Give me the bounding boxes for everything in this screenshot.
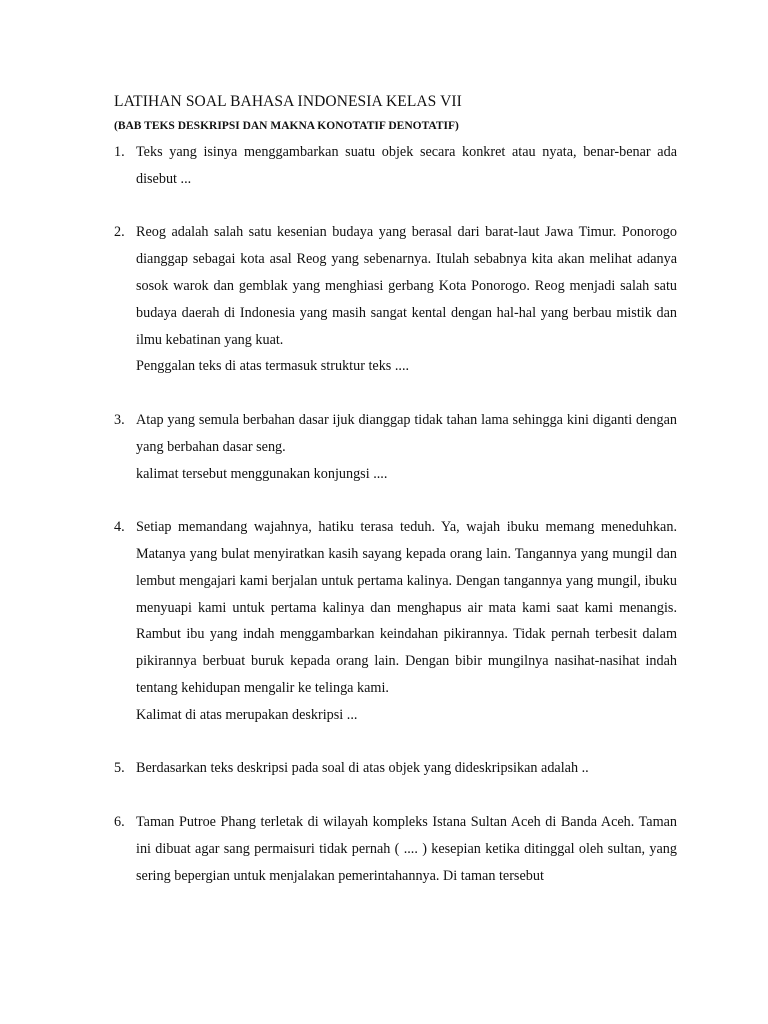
question-number: 3. — [114, 411, 125, 428]
question-number: 1. — [114, 144, 125, 160]
question-prompt: Kalimat di atas merupakan deskripsi ... — [136, 706, 358, 723]
question-item — [114, 139, 677, 193]
document-subtitle: (BAB TEKS DESKRIPSI DAN MAKNA KONOTATIF DENOTATIF) — [114, 120, 459, 132]
question-text: Teks yang isinya menggambarkan suatu objek secara konkret atau nyata, benar-benar ada disebut ... — [136, 144, 677, 187]
question-number: 4. — [114, 519, 125, 536]
question-item — [114, 809, 677, 889]
question-text: Reog adalah salah satu kesenian budaya yang berasal dari barat-laut Jawa Timur. Ponorogo dianggap sebagai kota asal Reog yang sebenarnya. Itulah sebabnya kita akan melihat adanya sosok warok dan gemblak yang menghiasi gerbang Kota Ponorogo. Reog menjadi salah satu budaya daerah di Indonesia yang masih sangat kental dengan hal-hal yang berbau mistik dan ilmu kebatinan yang kuat. — [136, 224, 677, 348]
question-number: 5. — [114, 760, 125, 777]
question-text: Atap yang semula berbahan dasar ijuk dianggap tidak tahan lama sehingga kini diganti dengan yang berbahan dasar seng. — [136, 411, 677, 455]
question-item — [114, 514, 677, 728]
document-title: LATIHAN SOAL BAHASA INDONESIA KELAS VII — [114, 93, 462, 110]
question-text: Taman Putroe Phang terletak di wilayah kompleks Istana Sultan Aceh di Banda Aceh. Taman ini dibuat agar sang permaisuri tidak pernah ( .... ) kesepian ketika ditinggal oleh sultan, yang sering bepergian untuk menjalakan pemerintahannya. Di taman tersebut — [136, 813, 677, 884]
question-text: Setiap memandang wajahnya, hatiku terasa teduh. Ya, wajah ibuku memang meneduhkan. Matanya yang bulat menyiratkan kasih sayang kepada orang lain. Tangannya yang mungil dan lembut mengajari kami berjalan untuk pertama kalinya. Dengan tangannya yang mungil, ibuku menyuapi kami untuk pertama kalinya dan menghapus air mata kami saat kami menangis. Rambut ibu yang indah menggambarkan keindahan pikirannya. Tidak pernah terbesit dalam pikirannya berbuat buruk kepada orang lain. Dengan bibir mungilnya nasihat-nasihat indah tentang kehidupan mengalir ke telinga kami. — [136, 519, 677, 696]
question-item — [114, 219, 677, 380]
question-prompt: kalimat tersebut menggunakan konjungsi .... — [136, 465, 388, 482]
question-number: 2. — [114, 224, 125, 241]
question-item — [114, 755, 677, 782]
question-prompt: Penggalan teks di atas termasuk struktur teks .... — [136, 358, 410, 375]
question-list — [114, 139, 677, 916]
question-text: Berdasarkan teks deskripsi pada soal di atas objek yang dideskripsikan adalah .. — [136, 760, 589, 777]
question-number: 6. — [114, 813, 125, 830]
question-item — [114, 407, 677, 487]
